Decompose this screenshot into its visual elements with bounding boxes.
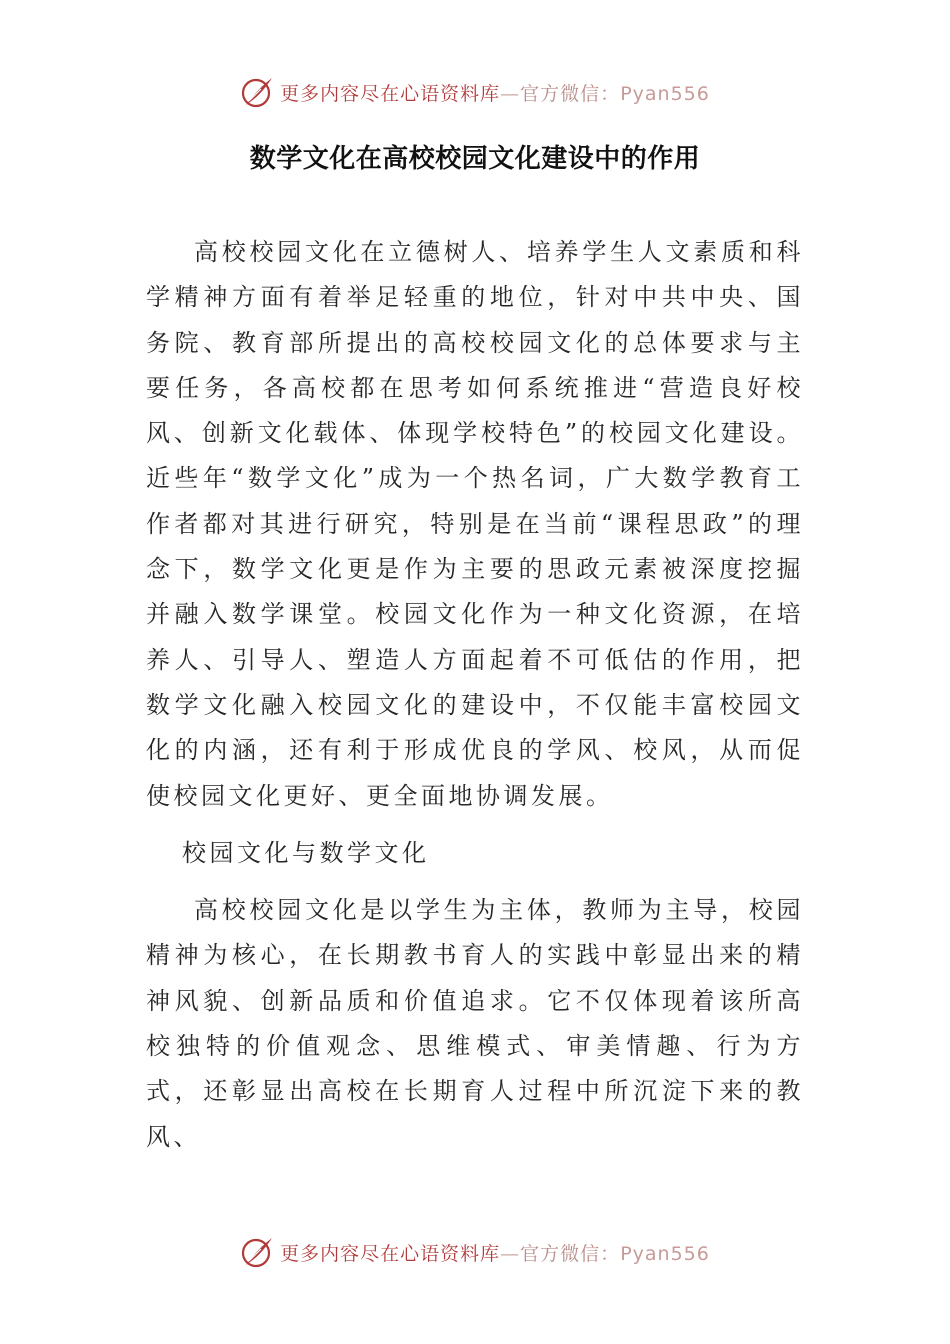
section-heading: 校园文化与数学文化: [182, 838, 430, 867]
banner-brand: 更多内容尽在心语资料库: [280, 1242, 501, 1265]
footer-banner: [0, 1232, 950, 1272]
banner-label: 官方微信：: [520, 82, 621, 105]
banner-text: [280, 79, 710, 106]
document-title: 数学文化在高校校园文化建设中的作用: [249, 144, 701, 174]
banner-dash: —: [500, 82, 521, 105]
banner-dash: —: [500, 1242, 521, 1265]
quill-circle-logo-icon: [240, 1235, 274, 1269]
quill-circle-logo-icon: [240, 75, 274, 109]
banner-brand: 更多内容尽在心语资料库: [280, 82, 501, 105]
banner-label: 官方微信：: [520, 1242, 621, 1265]
body-paragraph: 高校校园文化是以学生为主体，教师为主导，校园精神为核心，在长期教书育人的实践中彰显出来的精神风貌、创新品质和价值追求。它不仅体现着该所高校独特的价值观念、思维模式、审美情趣、行为方式，还彰显出高校在长期育人过程中所沉淀下来的教风、: [146, 896, 804, 1151]
banner-account: Pyan556: [620, 82, 710, 105]
banner-account: Pyan556: [620, 1242, 710, 1265]
header-banner: [0, 72, 950, 112]
intro-paragraph: 高校校园文化在立德树人、培养学生人文素质和科学精神方面有着举足轻重的地位，针对中共中央、国务院、教育部所提出的高校校园文化的总体要求与主要任务，各高校都在思考如何系统推进“营造良好校风、创新文化载体、体现学校特色”的校园文化建设。近些年“数学文化”成为一个热名词，广大数学教育工作者都对其进行研究，特别是在当前“课程思政”的理念下，数学文化更是作为主要的思政元素被深度挖掘并融入数学课堂。校园文化作为一种文化资源，在培养人、引导人、塑造人方面起着不可低估的作用，把数学文化融入校园文化的建设中，不仅能丰富校园文化的内涵，还有利于形成优良的学风、校风，从而促使校园文化更好、更全面地协调发展。: [146, 238, 804, 810]
document-body: [146, 230, 804, 1160]
banner-text: [280, 1239, 710, 1266]
